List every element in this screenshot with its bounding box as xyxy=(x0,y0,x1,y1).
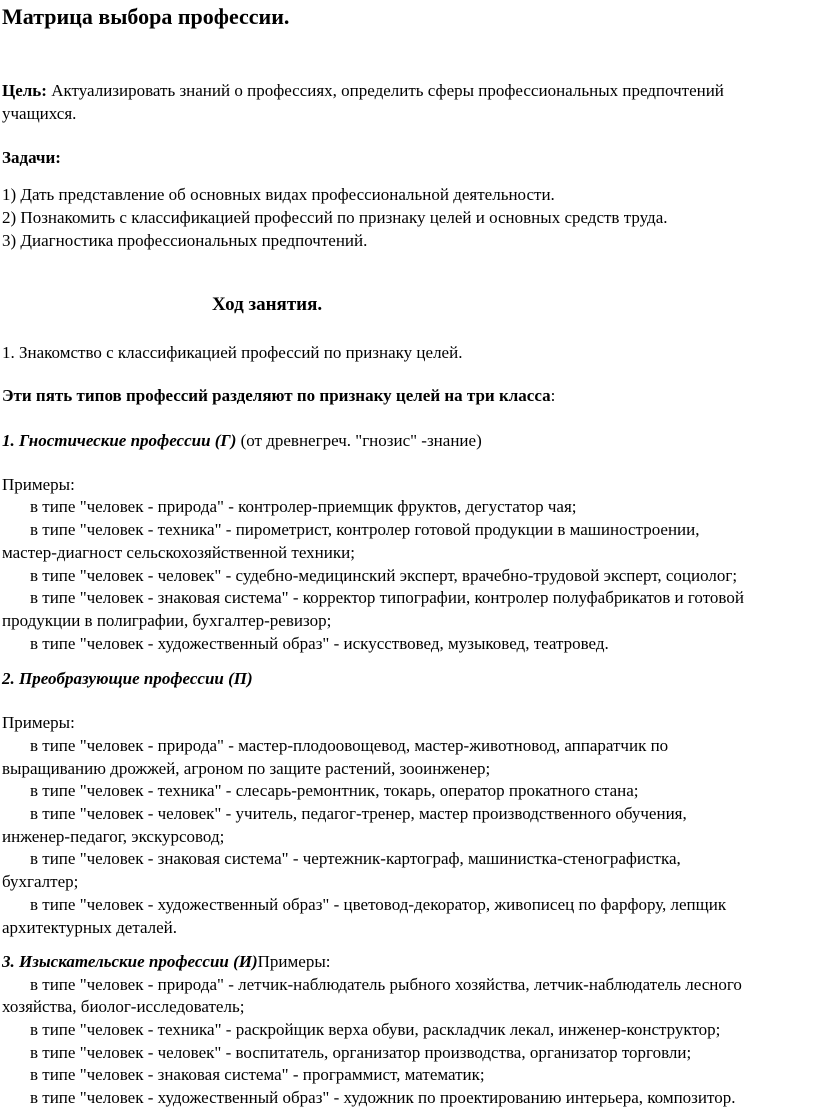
task-item: 1) Дать представление об основных видах профессиональной деятельности. xyxy=(2,185,555,204)
goal-text: Актуализировать знаний о профессиях, определить сферы профессиональных предпочтений xyxy=(46,81,724,100)
section3-line: в типе "человек - знаковая система" - программист, математик; xyxy=(30,1065,485,1084)
section1-examples-label: Примеры: xyxy=(2,475,75,494)
section2-line: архитектурных деталей. xyxy=(2,918,178,937)
goal-text-cont: учащихся. xyxy=(2,104,77,123)
section3-heading-line xyxy=(2,951,330,973)
section1-line: в типе "человек - знаковая система" - корректор типографии, контролер полуфабрикатов и готовой xyxy=(30,588,744,607)
section1-line: в типе "человек - художественный образ" - искусствовед, музыковед, театровед. xyxy=(30,634,609,653)
section2-line: в типе "человек - художественный образ" - цветовод-декоратор, живописец по фарфору, лепщик xyxy=(30,895,727,914)
section1-heading: 1. Гностические профессии (Г) xyxy=(2,431,237,450)
section2-line: в типе "человек - человек" - учитель, педагог-тренер, мастер производственного обучения, xyxy=(30,804,687,823)
section1-line: продукции в полиграфии, бухгалтер-ревизор; xyxy=(2,611,332,630)
section3-heading: 3. Изыскательские профессии (И) xyxy=(2,952,258,971)
classes-bold: Эти пять типов профессий разделяют по признаку целей на три класса xyxy=(2,386,551,405)
section1-line: в типе "человек - природа" - контролер-приемщик фруктов, дегустатор чая; xyxy=(30,497,577,516)
section3-line: в типе "человек - художественный образ" - художник по проектированию интерьера, композитор. xyxy=(30,1088,736,1107)
section2-line: бухгалтер; xyxy=(2,872,79,891)
tasks-label: Задачи: xyxy=(2,148,61,167)
section3-line: хозяйства, биолог-исследователь; xyxy=(2,997,245,1016)
goal-label: Цель: xyxy=(2,81,47,100)
section2-line: инженер-педагог, экскурсовод; xyxy=(2,827,225,846)
section2-examples-label: Примеры: xyxy=(2,713,75,732)
section1-heading-line xyxy=(2,430,482,452)
section2-line: в типе "человек - природа" - мастер-плодоовощевод, мастер-животновод, аппаратчик по xyxy=(30,736,669,755)
goal-line xyxy=(2,80,724,102)
classes-colon: : xyxy=(550,386,556,405)
section1-line: в типе "человек - техника" - пирометрист, контролер готовой продукции в машиностроении, xyxy=(30,520,700,539)
section2-line: в типе "человек - знаковая система" - чертежник-картограф, машинистка-стенографистка, xyxy=(30,849,681,868)
section3-line: в типе "человек - техника" - раскройщик верха обуви, раскладчик лекал, инженер-конструктор; xyxy=(30,1020,721,1039)
section3-examples-label: Примеры: xyxy=(257,952,331,971)
task-item: 2) Познакомить с классификацией профессий по признаку целей и основных средств труда. xyxy=(2,208,668,227)
section3-line: в типе "человек - человек" - воспитатель, организатор производства, организатор торговли; xyxy=(30,1043,692,1062)
task-item: 3) Диагностика профессиональных предпочтений. xyxy=(2,231,368,250)
course-heading: Ход занятия. xyxy=(212,294,323,315)
section3-line: в типе "человек - природа" - летчик-наблюдатель рыбного хозяйства, летчик-наблюдатель лесного xyxy=(30,975,742,994)
page-title: Матрица выбора профессии. xyxy=(2,4,290,29)
section1-note: (от древнегреч. "гнозис" -знание) xyxy=(236,431,482,450)
section1-line: мастер-диагност сельскохозяйственной техники; xyxy=(2,543,355,562)
classes-line xyxy=(2,385,555,407)
section2-heading: 2. Преобразующие профессии (П) xyxy=(2,669,253,688)
section2-line: выращиванию дрожжей, агроном по защите растений, зооинженер; xyxy=(2,759,491,778)
course-intro: 1. Знакомство с классификацией профессий по признаку целей. xyxy=(2,343,463,362)
section2-line: в типе "человек - техника" - слесарь-ремонтник, токарь, оператор прокатного стана; xyxy=(30,781,639,800)
section1-line: в типе "человек - человек" - судебно-медицинский эксперт, врачебно-трудовой эксперт, социолог; xyxy=(30,566,738,585)
